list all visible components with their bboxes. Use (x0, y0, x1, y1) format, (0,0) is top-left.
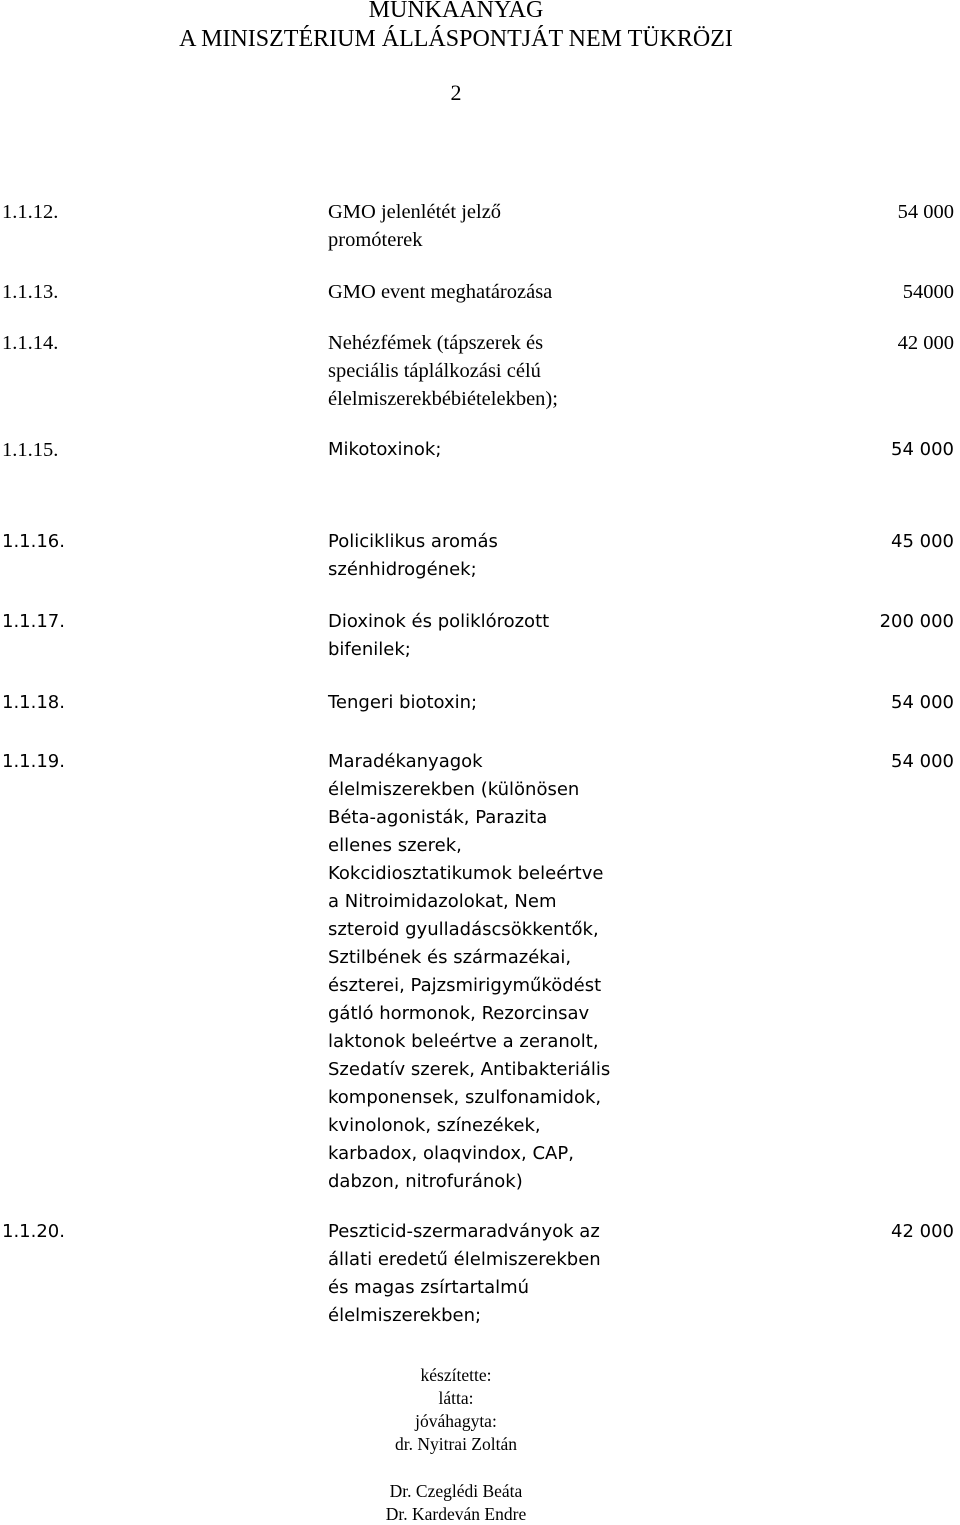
item-number: 1.1.15. (2, 439, 59, 461)
signatory-name: Dr. Czeglédi Beáta (389, 1481, 523, 1501)
approved-by-label: jóváhagyta: (415, 1411, 497, 1431)
description-line: kvinolonok, színezékek, (328, 1115, 541, 1136)
description-line: szénhidrogének; (328, 559, 477, 580)
item-number: 1.1.19. (2, 751, 65, 772)
description-line: élelmiszerekben (különösen (328, 779, 580, 800)
item-number: 1.1.16. (2, 531, 65, 552)
description-line: GMO jelenlétét jelző (328, 201, 502, 223)
item-amount: 54 000 (897, 201, 954, 223)
item-amount: 54 000 (891, 692, 954, 713)
item-amount: 42 000 (897, 332, 954, 354)
description-line: GMO event meghatározása (328, 281, 553, 303)
description-line: Mikotoxinok; (328, 439, 442, 460)
description-line: promóterek (328, 229, 423, 251)
description-line: laktonok beleértve a zeranolt, (328, 1031, 599, 1052)
signatory-name: Dr. Kardeván Endre (385, 1504, 527, 1524)
item-description (328, 436, 668, 464)
description-line: észterei, Pajzsmirigyműködést (328, 975, 602, 996)
description-line: élelmiszerekben; (328, 1305, 482, 1326)
description-line: karbadox, olaqvindox, CAP, (328, 1143, 574, 1164)
description-line: gátló hormonok, Rezorcinsav (328, 1003, 590, 1024)
description-line: Peszticid-szermaradványok az (328, 1221, 600, 1242)
description-line: állati eredetű élelmiszerekben (328, 1249, 601, 1270)
item-description (328, 689, 668, 717)
document-header-title: MUNKAANYAG (368, 0, 544, 23)
description-line: szteroid gyulladáscsökkentők, (328, 919, 599, 940)
page-number: 2 (450, 80, 462, 105)
description-line: Béta-agonisták, Parazita (328, 807, 548, 828)
item-description (328, 748, 668, 1196)
description-line: Maradékanyagok (328, 751, 483, 772)
item-amount: 54 000 (891, 751, 954, 772)
item-amount: 200 000 (879, 611, 954, 632)
description-line: és magas zsírtartalmú (328, 1277, 530, 1298)
description-line: bifenilek; (328, 639, 411, 660)
description-line: Kokcidiosztatikumok beleértve (328, 863, 604, 884)
item-description (328, 278, 668, 306)
item-number: 1.1.14. (2, 332, 59, 354)
item-number: 1.1.20. (2, 1221, 65, 1242)
item-description (328, 608, 668, 664)
description-line: Sztilbének és származékai, (328, 947, 572, 968)
description-line: Policiklikus aromás (328, 531, 498, 552)
description-line: Tengeri biotoxin; (328, 692, 478, 713)
description-line: Dioxinok és poliklórozott (328, 611, 550, 632)
description-line: dabzon, nitrofuránok) (328, 1171, 523, 1192)
seen-by-label: látta: (438, 1388, 474, 1408)
item-description (328, 329, 668, 413)
item-amount: 42 000 (891, 1221, 954, 1242)
item-description (328, 528, 668, 584)
item-number: 1.1.18. (2, 692, 65, 713)
signatory-name: dr. Nyitrai Zoltán (395, 1434, 517, 1454)
item-description (328, 198, 668, 254)
item-number: 1.1.13. (2, 281, 59, 303)
description-line: komponensek, szulfonamidok, (328, 1087, 602, 1108)
description-line: Szedatív szerek, Antibakteriális (328, 1059, 611, 1080)
item-amount: 54000 (902, 281, 954, 303)
description-line: Nehézfémek (tápszerek és (328, 332, 544, 354)
description-line: speciális táplálkozási célú (328, 360, 541, 382)
document-header-disclaimer: A MINISZTÉRIUM ÁLLÁSPONTJÁT NEM TÜKRÖZI (179, 26, 733, 52)
description-line: ellenes szerek, (328, 835, 462, 856)
item-amount: 54 000 (891, 439, 954, 460)
item-number: 1.1.12. (2, 201, 59, 223)
item-amount: 45 000 (891, 531, 954, 552)
prepared-by-label: készítette: (420, 1365, 492, 1385)
description-line: a Nitroimidazolokat, Nem (328, 891, 557, 912)
item-description (328, 1218, 668, 1330)
item-number: 1.1.17. (2, 611, 65, 632)
description-line: élelmiszerekbébiételekben); (328, 388, 558, 410)
